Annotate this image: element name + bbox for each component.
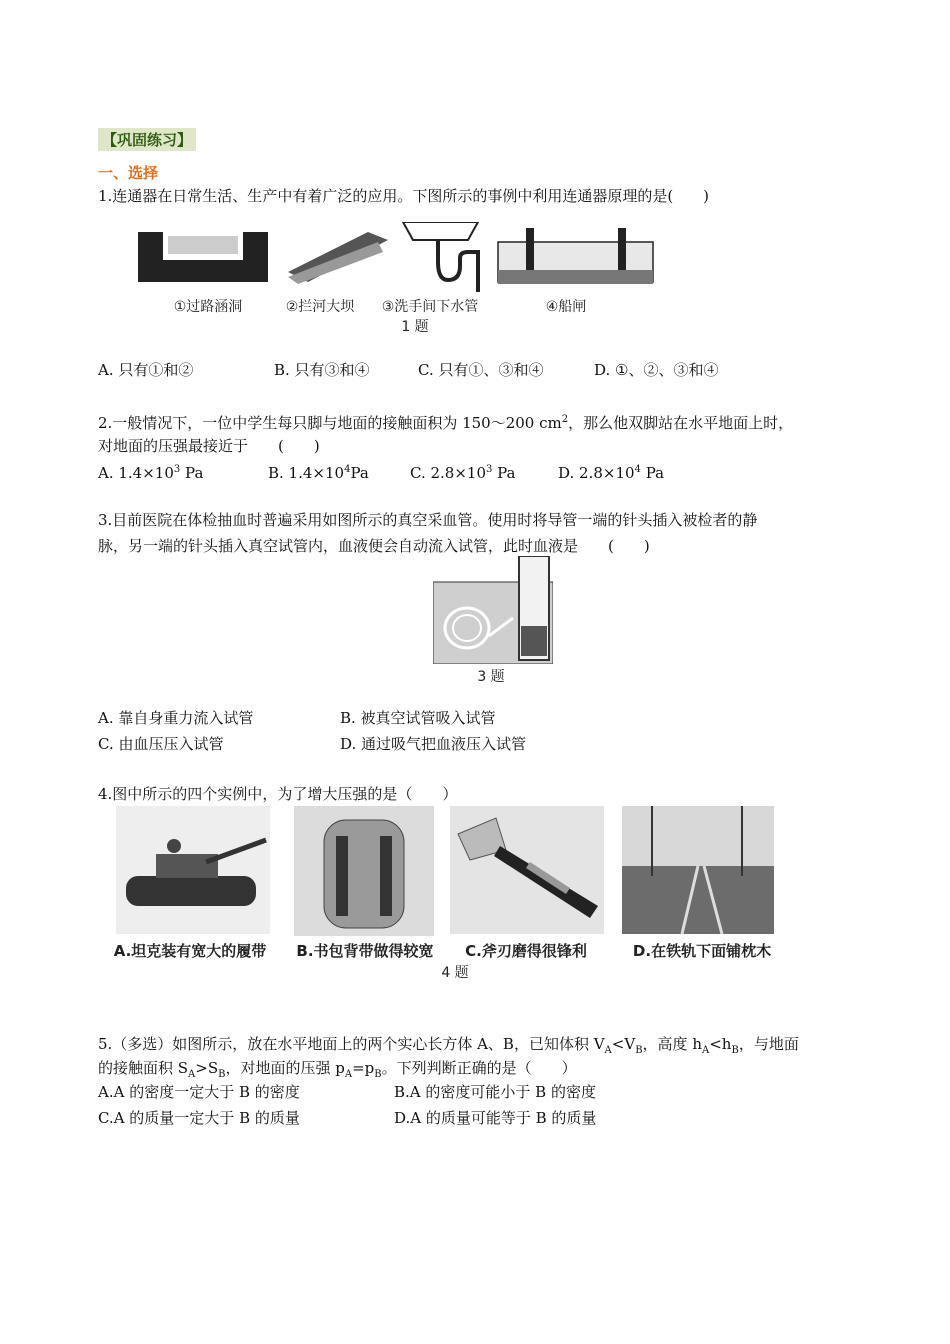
railway-photo: [622, 806, 774, 934]
q1-option-a: A. 只有①和②: [98, 361, 194, 379]
q5-stem-line2: 的接触面积 $S_A>S_B$，对地面的压强 $p_A=p_B$。下列判断正确的是（ ）: [98, 1059, 577, 1080]
q3-option-b: B. 被真空试管吸入试管: [340, 709, 496, 727]
q4-label-a: A.坦克装有宽大的履带: [113, 942, 267, 960]
dam-figure: [288, 232, 388, 284]
q3-option-d: D. 通过吸气把血液压入试管: [340, 735, 527, 753]
q5-stem-line1: 5.（多选）如图所示，放在水平地面上的两个实心长方体 A、B，已知体积 $V_A<V_B$，高度 $h_A<h_B$，与地面: [98, 1035, 799, 1056]
q5-option-a: A.A 的密度一定大于 B 的密度: [98, 1083, 300, 1101]
q1-option-c: C. 只有①、③和④: [418, 361, 544, 379]
q1-label-1: ①过路涵洞: [173, 299, 243, 315]
q4-label-d: D.在铁轨下面铺枕木: [632, 942, 772, 960]
q4-caption: 4 题: [441, 965, 469, 981]
q3-option-c: C. 由血压压入试管: [98, 735, 224, 753]
section-header: 【巩固练习】: [98, 128, 196, 151]
q1-figure: [138, 222, 658, 294]
q1-label-2: ②拦河大坝: [285, 299, 355, 315]
q3-caption: 3 题: [477, 669, 505, 685]
q2-option-d: D. $2.8\times 10^4$ Pa: [558, 464, 665, 482]
q2-option-c: C. $2.8\times 10^3$ Pa: [410, 464, 516, 482]
q3-stem-line2: 脉，另一端的针头插入真空试管内，血液便会自动流入试管，此时血液是 ( ): [98, 537, 650, 555]
q2-option-b: B. $1.4\times 10^4Pa$: [268, 464, 369, 482]
q2-stem-line2: 对地面的压强最接近于 ( ): [98, 437, 320, 455]
q3-option-a: A. 靠自身重力流入试管: [98, 709, 254, 727]
q5-option-c: C.A 的质量一定大于 B 的质量: [98, 1109, 300, 1127]
q2-option-a: A. $1.4\times 10^3$ Pa: [98, 464, 204, 482]
q5-option-d: D.A 的质量可能等于 B 的质量: [394, 1109, 597, 1127]
q1-caption: 1 题: [401, 319, 429, 335]
axe-photo: [450, 806, 604, 934]
q4-label-c: C.斧刃磨得很锋利: [465, 942, 587, 960]
section-title: 一、选择: [98, 164, 159, 182]
backpack-photo: [294, 806, 434, 936]
q5-option-b: B.A 的密度可能小于 B 的密度: [394, 1083, 596, 1101]
q1-label-4: ④船闸: [545, 299, 587, 315]
q1-label-3: ③洗手间下水管: [381, 299, 479, 315]
q4-label-b: B.书包背带做得较宽: [296, 942, 434, 960]
q3-figure: [433, 556, 553, 664]
q1-option-d: D. ①、②、③和④: [594, 361, 719, 379]
culvert-figure: [138, 232, 268, 282]
q1-option-b: B. 只有③和④: [274, 361, 370, 379]
ship-lock-figure: [498, 228, 653, 284]
tank-photo: [116, 806, 270, 934]
q1-stem: 1.连通器在日常生活、生产中有着广泛的应用。下图所示的事例中利用连通器原理的是( ): [98, 187, 710, 205]
q4-stem: 4.图中所示的四个实例中，为了增大压强的是（ ）: [98, 785, 458, 803]
q2-stem-line1: 2.一般情况下，一位中学生每只脚与地面的接触面积为 150～200 $cm^2$，那么他双脚站在水平地面上时，: [98, 414, 794, 432]
sink-pipe-figure: [403, 222, 478, 292]
q3-stem-line1: 3.目前医院在体检抽血时普遍采用如图所示的真空采血管。使用时将导管一端的针头插入被检者的静: [98, 511, 758, 529]
